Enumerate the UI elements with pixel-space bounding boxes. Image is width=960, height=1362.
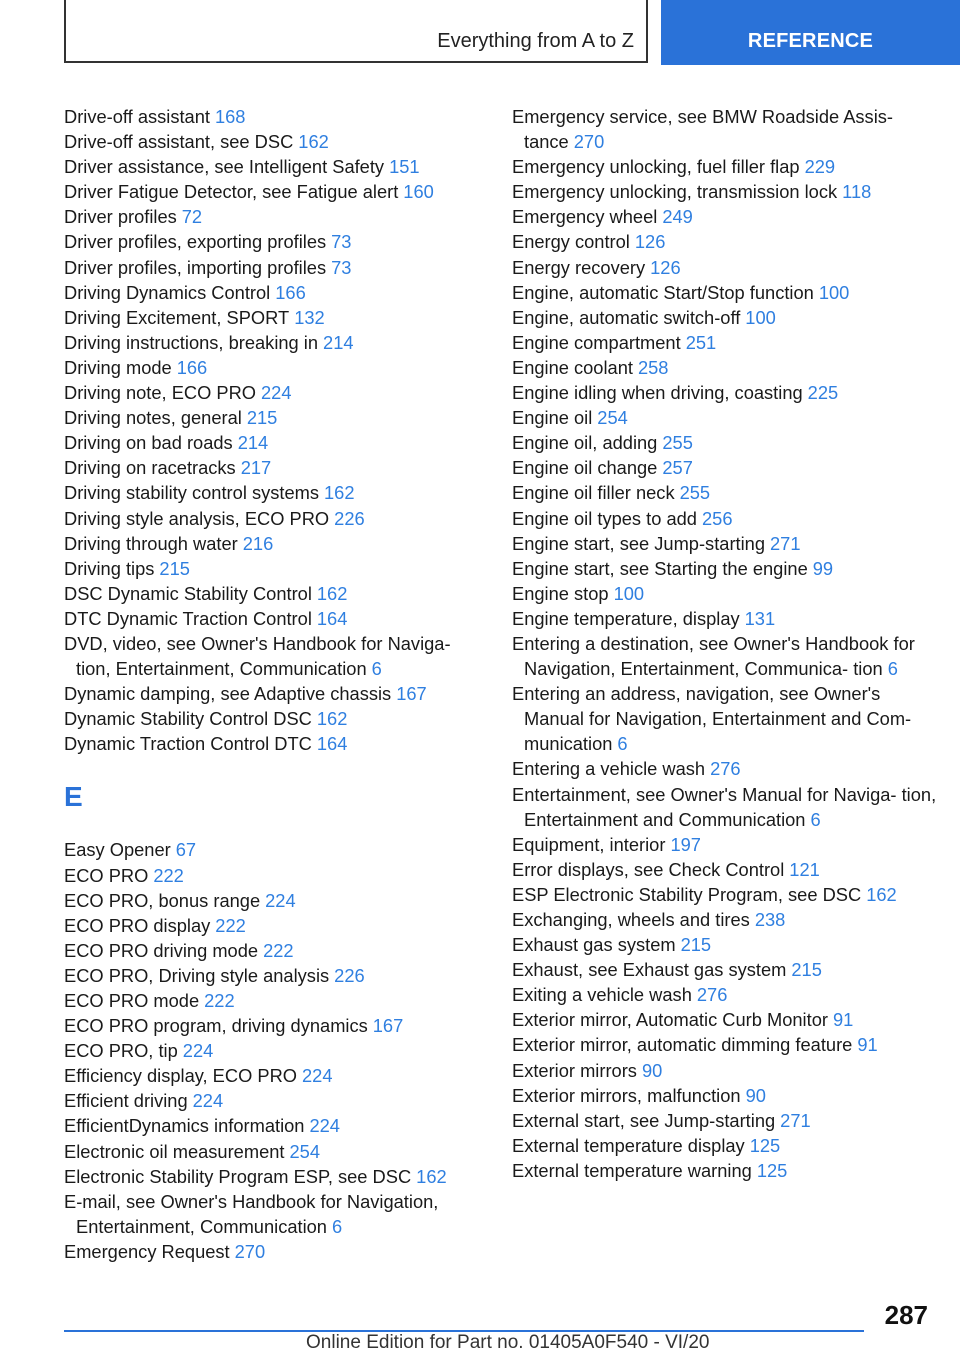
index-entry — [64, 531, 484, 556]
index-entry — [64, 556, 484, 581]
index-entry — [512, 907, 937, 932]
index-term: Electronic oil measurement — [64, 1140, 285, 1162]
page-reference-link[interactable]: 229 — [804, 156, 836, 178]
index-term: Driving through water — [64, 532, 238, 554]
index-entry — [64, 837, 484, 862]
page-reference-link[interactable]: 168 — [214, 106, 246, 127]
index-entry — [64, 154, 484, 179]
index-term: Driving tips — [64, 557, 155, 579]
index-entry — [512, 782, 937, 832]
page-reference-link[interactable]: 162 — [316, 582, 348, 604]
index-term: Dynamic Stability Control DSC — [64, 708, 312, 730]
index-entry — [64, 963, 484, 988]
index-term: Driver Fatigue Detector, see Fatigue alert — [64, 181, 399, 203]
index-term: Equipment, interior — [512, 833, 666, 855]
index-term: Driving on bad roads — [64, 432, 233, 454]
page-reference-link[interactable]: 226 — [334, 964, 365, 986]
index-entry — [512, 581, 937, 606]
index-entry — [512, 1158, 937, 1183]
index-entry — [512, 280, 937, 305]
index-entry — [512, 430, 937, 455]
index-term: Exterior mirrors — [512, 1059, 637, 1081]
index-term: Exhaust, see Exhaust gas system — [512, 959, 787, 981]
page-reference-link[interactable]: 276 — [696, 984, 728, 1006]
index-entry — [64, 988, 484, 1013]
index-entry — [512, 154, 937, 179]
index-term: Engine compartment — [512, 331, 681, 353]
index-entry — [64, 888, 484, 913]
index-term: DVD, video, see Owner's Handbook for Naviga- tion, Entertainment, Communication — [64, 632, 451, 680]
page-reference-link[interactable]: 162 — [298, 131, 329, 153]
index-entry — [512, 1083, 937, 1108]
index-term: Engine temperature, display — [512, 607, 740, 629]
page-reference-link[interactable]: 167 — [396, 683, 427, 705]
page-reference-link[interactable]: 217 — [240, 457, 272, 479]
index-entry — [512, 832, 937, 857]
index-term: Engine oil change — [512, 457, 658, 479]
page-reference-link[interactable]: 91 — [832, 1009, 854, 1031]
page-reference-link[interactable]: 255 — [679, 482, 711, 504]
index-entry — [512, 932, 937, 957]
index-group-e-continued — [512, 104, 937, 1183]
index-entry — [64, 1063, 484, 1088]
index-entry — [64, 706, 484, 731]
page-reference-link[interactable]: 73 — [331, 256, 352, 278]
index-entry — [64, 1189, 484, 1239]
index-term: Engine coolant — [512, 356, 633, 378]
page-reference-link[interactable]: 100 — [745, 306, 776, 328]
page-reference-link[interactable]: 224 — [182, 1040, 214, 1062]
page-reference-link[interactable]: 164 — [316, 733, 348, 755]
index-entry — [512, 330, 937, 355]
index-term: Driving style analysis, ECO PRO — [64, 507, 330, 529]
index-entry — [512, 681, 937, 756]
index-term: Energy control — [512, 231, 630, 253]
index-entry — [64, 506, 484, 531]
index-term: Exterior mirrors, malfunction — [512, 1084, 741, 1106]
index-entry — [512, 631, 937, 681]
index-term: Engine oil types to add — [512, 507, 697, 529]
index-entry — [64, 480, 484, 505]
index-entry — [64, 631, 484, 681]
index-entry — [64, 179, 484, 204]
index-entry — [64, 204, 484, 229]
index-term: Driving note, ECO PRO — [64, 382, 257, 404]
page-reference-link[interactable]: 224 — [192, 1090, 224, 1112]
page-reference-link[interactable]: 226 — [334, 507, 365, 529]
index-term: ECO PRO mode — [64, 990, 200, 1011]
index-entry — [64, 104, 484, 129]
index-term: Efficiency display, ECO PRO — [64, 1065, 297, 1087]
page-reference-link[interactable]: 166 — [176, 356, 208, 378]
index-term: Driving on racetracks — [64, 457, 236, 479]
index-entry — [512, 982, 937, 1007]
index-entry — [512, 1108, 937, 1133]
header-frame — [64, 0, 648, 63]
page-reference-link[interactable]: 167 — [372, 1015, 404, 1037]
index-term: External temperature display — [512, 1134, 745, 1156]
index-term: Engine, automatic Start/Stop function — [512, 281, 814, 303]
edition-footer: Online Edition for Part no. 01405A0F540 - VI/20 — [306, 1332, 710, 1353]
page-reference-link[interactable]: 257 — [662, 457, 693, 479]
page-reference-link[interactable]: 6 — [617, 733, 628, 755]
page-reference-link[interactable]: 270 — [234, 1240, 266, 1262]
index-term: Driver profiles, importing profiles — [64, 256, 327, 278]
page-reference-link[interactable]: 67 — [175, 839, 197, 861]
index-entry — [512, 857, 937, 882]
page-reference-link[interactable]: 251 — [685, 331, 717, 353]
index-entry — [64, 1088, 484, 1113]
index-entry — [64, 1113, 484, 1138]
page-reference-link[interactable]: 132 — [294, 306, 325, 328]
page-reference-link[interactable]: 254 — [597, 407, 628, 429]
index-term: Engine oil — [512, 407, 593, 429]
page-reference-link[interactable]: 215 — [246, 407, 278, 429]
index-term: Dynamic damping, see Adaptive chassis — [64, 683, 392, 705]
page-reference-link[interactable]: 224 — [261, 382, 292, 404]
page-reference-link[interactable]: 225 — [807, 382, 839, 404]
page-reference-link[interactable]: 222 — [263, 939, 294, 961]
page-reference-link[interactable]: 121 — [789, 858, 820, 880]
index-term: Efficient driving — [64, 1090, 188, 1112]
index-entry — [512, 882, 937, 907]
index-term: Driving instructions, breaking in — [64, 331, 319, 353]
page-reference-link[interactable]: 249 — [662, 206, 693, 228]
page-reference-link[interactable]: 100 — [818, 281, 850, 303]
index-term: Exterior mirror, automatic dimming feature — [512, 1034, 853, 1056]
page-reference-link[interactable]: 6 — [331, 1215, 343, 1237]
index-entry — [512, 305, 937, 330]
index-term: Emergency service, see BMW Roadside Assis- tance — [512, 106, 893, 153]
index-entry — [64, 581, 484, 606]
index-entry — [64, 229, 484, 254]
index-term: ECO PRO, Driving style analysis — [64, 964, 330, 986]
index-entry — [64, 913, 484, 938]
page-reference-link[interactable]: 164 — [316, 607, 348, 629]
index-term: Dynamic Traction Control DTC — [64, 733, 312, 755]
index-entry — [512, 405, 937, 430]
index-entry — [512, 957, 937, 982]
index-entry — [512, 480, 937, 505]
page-reference-link[interactable]: 222 — [204, 990, 235, 1011]
index-entry — [64, 681, 484, 706]
index-entry — [512, 506, 937, 531]
page-reference-link[interactable]: 100 — [613, 582, 645, 604]
index-group-d — [64, 104, 484, 756]
index-entry — [512, 455, 937, 480]
index-term: E-mail, see Owner's Handbook for Navigation, Entertainment, Communication — [64, 1190, 439, 1237]
page-reference-link[interactable]: 6 — [371, 658, 382, 680]
page-reference-link[interactable]: 125 — [756, 1159, 788, 1181]
page-reference-link[interactable]: 258 — [637, 356, 669, 378]
index-term: Exchanging, wheels and tires — [512, 909, 750, 930]
index-term: Entering a vehicle wash — [512, 758, 706, 780]
page-reference-link[interactable]: 72 — [181, 206, 203, 228]
index-entry — [64, 863, 484, 888]
index-entry — [512, 1032, 937, 1057]
index-term: Engine oil filler neck — [512, 482, 675, 504]
page-number: 287 — [884, 1300, 928, 1330]
page-reference-link[interactable]: 224 — [265, 889, 296, 911]
page-reference-link[interactable]: 271 — [770, 532, 801, 554]
page-reference-link[interactable]: 276 — [710, 758, 741, 780]
index-entry — [512, 556, 937, 581]
index-entry — [64, 1239, 484, 1264]
index-entry — [64, 1164, 484, 1189]
page-reference-link[interactable]: 90 — [745, 1084, 766, 1106]
index-entry — [512, 255, 937, 280]
index-term: Emergency Request — [64, 1240, 230, 1262]
index-term: Driving Dynamics Control — [64, 281, 271, 303]
index-term: EfficientDynamics information — [64, 1115, 305, 1137]
page-reference-link[interactable]: 254 — [289, 1140, 320, 1162]
index-term: Engine start, see Starting the engine — [512, 557, 808, 579]
index-entry — [64, 731, 484, 756]
index-entry — [64, 405, 484, 430]
index-entry — [512, 355, 937, 380]
index-term: ECO PRO, tip — [64, 1040, 178, 1062]
index-term: Engine idling when driving, coasting — [512, 382, 803, 404]
index-column-right — [512, 104, 937, 1183]
page-reference-link[interactable]: 126 — [650, 256, 681, 278]
index-entry — [64, 330, 484, 355]
page-reference-link[interactable]: 73 — [331, 231, 352, 253]
letter-heading: E — [64, 781, 83, 813]
page-reference-link[interactable]: 222 — [153, 864, 184, 886]
index-term: Error displays, see Check Control — [512, 858, 785, 880]
page-reference-link[interactable]: 224 — [309, 1115, 340, 1137]
page-reference-link[interactable]: 99 — [812, 557, 834, 579]
page-reference-link[interactable]: 6 — [810, 808, 821, 830]
index-entry — [512, 606, 937, 631]
index-entry — [64, 1139, 484, 1164]
index-entry — [512, 1007, 937, 1032]
index-entry — [64, 606, 484, 631]
index-entry — [512, 756, 937, 781]
page-reference-link[interactable]: 271 — [780, 1109, 811, 1131]
index-entry — [64, 430, 484, 455]
index-term: Easy Opener — [64, 839, 171, 861]
page-reference-link[interactable]: 6 — [887, 658, 898, 680]
page-reference-link[interactable]: 215 — [159, 557, 190, 579]
index-entry — [512, 531, 937, 556]
page-reference-link[interactable]: 256 — [701, 507, 733, 529]
index-term: ECO PRO driving mode — [64, 939, 259, 961]
index-group-e — [64, 837, 484, 1264]
page-reference-link[interactable]: 214 — [237, 432, 269, 454]
page-reference-link[interactable]: 224 — [302, 1065, 333, 1087]
index-term: Drive-off assistant, see DSC — [64, 131, 294, 153]
index-entry — [512, 229, 937, 254]
index-entry — [64, 1038, 484, 1063]
index-term: Driving stability control systems — [64, 482, 319, 504]
index-term: ECO PRO program, driving dynamics — [64, 1015, 368, 1037]
page-reference-link[interactable]: 125 — [749, 1134, 781, 1156]
index-term: Driver profiles, exporting profiles — [64, 231, 327, 253]
page-reference-link[interactable]: 91 — [857, 1034, 878, 1056]
page-reference-link[interactable]: 162 — [324, 482, 355, 504]
index-entry — [64, 1013, 484, 1038]
page-reference-link[interactable]: 126 — [634, 231, 666, 253]
index-term: Energy recovery — [512, 256, 646, 278]
index-term: Entering a destination, see Owner's Handbook for Navigation, Entertainment, Communica- tion — [512, 632, 915, 680]
index-entry — [64, 938, 484, 963]
index-term: Driver assistance, see Intelligent Safety — [64, 156, 385, 178]
index-entry — [512, 179, 937, 204]
index-term: Driver profiles — [64, 206, 177, 228]
index-term: ECO PRO display — [64, 914, 211, 936]
index-entry — [64, 305, 484, 330]
page-reference-link[interactable]: 166 — [275, 281, 306, 303]
index-column-left — [64, 104, 484, 1264]
index-term: ESP Electronic Stability Program, see DSC — [512, 883, 862, 905]
page-reference-link[interactable]: 214 — [323, 331, 354, 353]
page-reference-link[interactable]: 131 — [744, 607, 776, 629]
index-term: Emergency unlocking, fuel filler flap — [512, 156, 800, 178]
index-entry — [64, 380, 484, 405]
index-term: Exhaust gas system — [512, 934, 676, 956]
index-entry — [512, 1058, 937, 1083]
chapter-tab-label: REFERENCE — [747, 30, 874, 52]
chapter-tab — [661, 0, 960, 65]
page-reference-link[interactable]: 215 — [791, 959, 822, 981]
index-entry — [512, 104, 937, 154]
index-entry — [64, 355, 484, 380]
page-reference-link[interactable]: 162 — [416, 1165, 447, 1187]
index-term: Engine, automatic switch-off — [512, 306, 741, 328]
index-term: Drive-off assistant — [64, 106, 210, 127]
index-term: Entering an address, navigation, see Owner's Manual for Navigation, Entertainment and Com- munication — [512, 683, 912, 755]
index-entry — [512, 380, 937, 405]
index-entry — [64, 129, 484, 154]
index-entry — [512, 204, 937, 229]
page-reference-link[interactable]: 162 — [316, 708, 348, 730]
index-term: Exiting a vehicle wash — [512, 984, 692, 1006]
index-entry — [64, 255, 484, 280]
index-term: Engine oil, adding — [512, 432, 658, 454]
index-term: Electronic Stability Program ESP, see DSC — [64, 1165, 412, 1187]
index-entry — [64, 280, 484, 305]
index-entry — [64, 455, 484, 480]
page-reference-link[interactable]: 255 — [662, 432, 693, 454]
index-term: DSC Dynamic Stability Control — [64, 582, 312, 604]
index-term: ECO PRO, bonus range — [64, 889, 261, 911]
index-entry — [512, 1133, 937, 1158]
index-term: DTC Dynamic Traction Control — [64, 607, 312, 629]
index-term: Emergency unlocking, transmission lock — [512, 181, 838, 203]
page-reference-link[interactable]: 216 — [242, 532, 274, 554]
section-title: Everything from A to Z — [437, 30, 634, 52]
index-term: Engine start, see Jump-starting — [512, 532, 766, 554]
page-reference-link[interactable]: 160 — [403, 181, 434, 203]
page-reference-link[interactable]: 222 — [215, 914, 246, 936]
page-reference-link[interactable]: 162 — [866, 883, 897, 905]
index-term: Emergency wheel — [512, 206, 658, 228]
index-term: Engine stop — [512, 582, 609, 604]
page-reference-link[interactable]: 215 — [680, 934, 712, 956]
index-term: ECO PRO — [64, 864, 149, 886]
index-term: External start, see Jump-starting — [512, 1109, 776, 1131]
index-term: Exterior mirror, Automatic Curb Monitor — [512, 1009, 828, 1031]
index-term: Driving mode — [64, 356, 172, 378]
index-term: Driving Excitement, SPORT — [64, 306, 290, 328]
page-reference-link[interactable]: 238 — [754, 909, 786, 930]
page-reference-link[interactable]: 197 — [670, 833, 701, 855]
index-term: Entertainment, see Owner's Manual for Naviga- tion, Entertainment and Communication — [512, 783, 937, 830]
page-reference-link[interactable]: 270 — [573, 131, 605, 153]
page-reference-link[interactable]: 90 — [641, 1059, 663, 1081]
index-term: Driving notes, general — [64, 407, 242, 429]
page-reference-link[interactable]: 151 — [389, 156, 420, 178]
page-reference-link[interactable]: 118 — [842, 181, 872, 203]
index-term: External temperature warning — [512, 1159, 752, 1181]
